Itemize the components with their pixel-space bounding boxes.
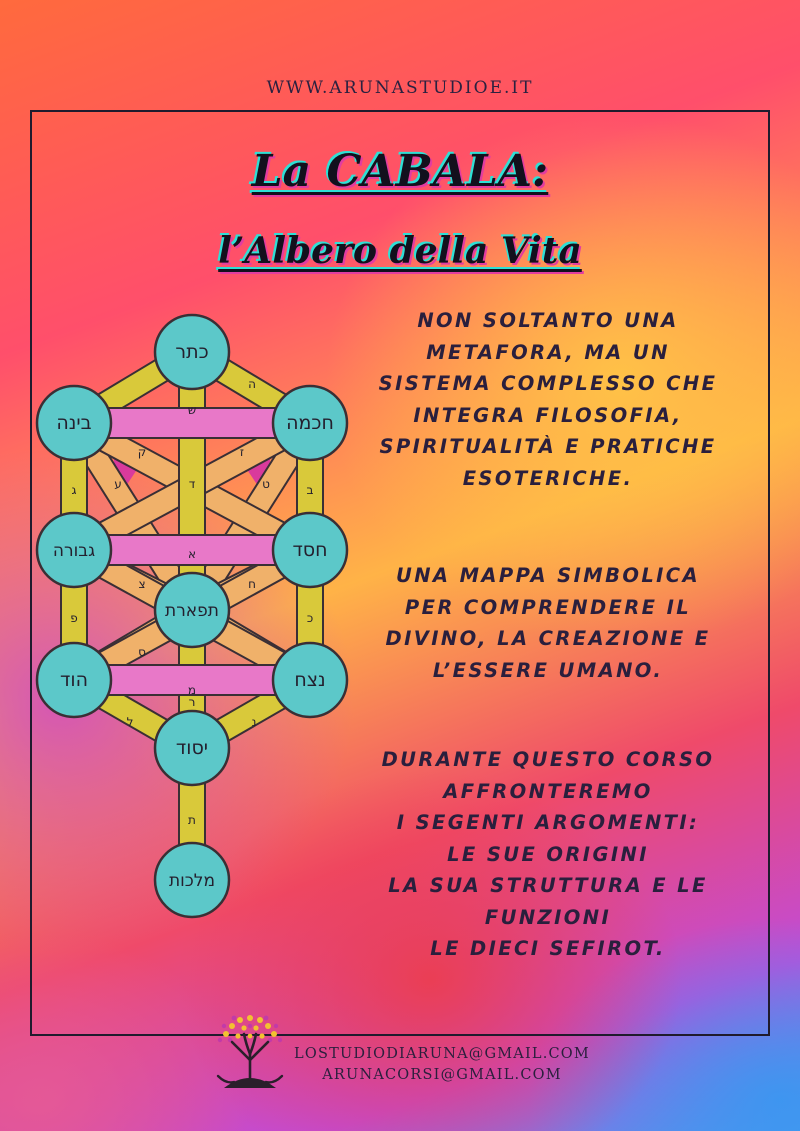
sefirah-label-binah: בינה [56,412,92,434]
sefirah-label-netzach: נצח [294,669,326,691]
path-letter-tav: ת [188,813,196,827]
sefirah-label-gevurah: גבורה [52,541,96,561]
website-url[interactable]: WWW.ARUNASTUDIOE.IT [266,78,534,98]
sefirah-label-hod: הוד [60,669,88,691]
sefirah-label-chesed: חסד [292,539,328,561]
sefirah-label-yesod: יסוד [175,737,209,759]
text-line: FUNZIONI [484,905,612,929]
intro-paragraph [352,305,744,494]
text-line: SPIRITUALITÀ E PRATICHE [379,435,717,458]
text-line: LA SUA STRUTTURA E LE [388,874,708,897]
path-letter-qof: ק [137,445,147,459]
contact-emails [292,1044,592,1086]
text-line: INTEGRA FILOSOFIA, [413,403,683,427]
path-letter-alef: א [187,547,197,561]
path-letter-he: ה [248,377,256,391]
path-letter-tsadi: צ [138,577,146,591]
path-letter-ayin: ע [114,477,122,491]
text-line: I SEGENTI ARGOMENTI: [396,811,700,834]
text-line: DIVINO, LA CREAZIONE E [385,627,711,650]
text-line: L’ESSERE UMANO. [432,658,664,682]
path-letter-mem: מ [187,683,197,697]
path-letter-bet: ב [306,483,314,497]
tree-of-life-diagram [34,308,364,928]
path-letter-lamed: ל [126,715,134,729]
path-letter-shin: ש [187,403,197,417]
page-title: La CABALA: [251,146,549,197]
tree-of-life-logo-icon [210,1010,290,1092]
text-line: UNA MAPPA SIMBOLICA [395,564,701,587]
path-letter-dalet: ד [188,477,196,491]
path-letter-gimel: ג [71,483,77,497]
map-paragraph [352,560,744,686]
text-line: LE DIECI SEFIROT. [430,937,666,960]
sefirah-label-malkhut: מלכות [168,871,216,891]
sefirah-label-keter: כתר [175,341,209,363]
footer [210,1010,590,1100]
sefirah-label-chokhmah: חכמה [286,412,334,434]
text-line: DURANTE QUESTO CORSO [381,748,715,771]
path-letter-nun: נ [251,715,257,729]
text-line: LE SUE ORIGINI [447,842,649,866]
path-letter-zayin: ז [239,445,245,459]
text-line: ESOTERICHE. [462,466,634,490]
text-line: AFFRONTEREMO [443,779,653,803]
course-topics-paragraph [352,744,744,965]
path-letter-samekh: ס [138,645,146,659]
email-link-corsi[interactable]: ARUNACORSI@GMAIL.COM [322,1067,562,1083]
path-letter-chet: ח [248,577,256,591]
path-letter-tet: ט [262,477,270,491]
text-line: NON SOLTANTO UNA [417,309,679,332]
text-line: SISTEMA COMPLESSO CHE [378,372,718,395]
sefirah-label-tiferet: תפארת [165,601,219,621]
text-line: METAFORA, MA UN [426,340,670,364]
path-letter-pe: פ [70,611,78,625]
text-line: PER COMPRENDERE IL [404,595,692,619]
path-letter-resh: ר [188,695,196,709]
email-link-lostudio[interactable]: LOSTUDIODIARUNA@GMAIL.COM [294,1046,590,1062]
page-subtitle: l’Albero della Vita [218,230,582,272]
path-letter-kaf: כ [306,611,314,625]
